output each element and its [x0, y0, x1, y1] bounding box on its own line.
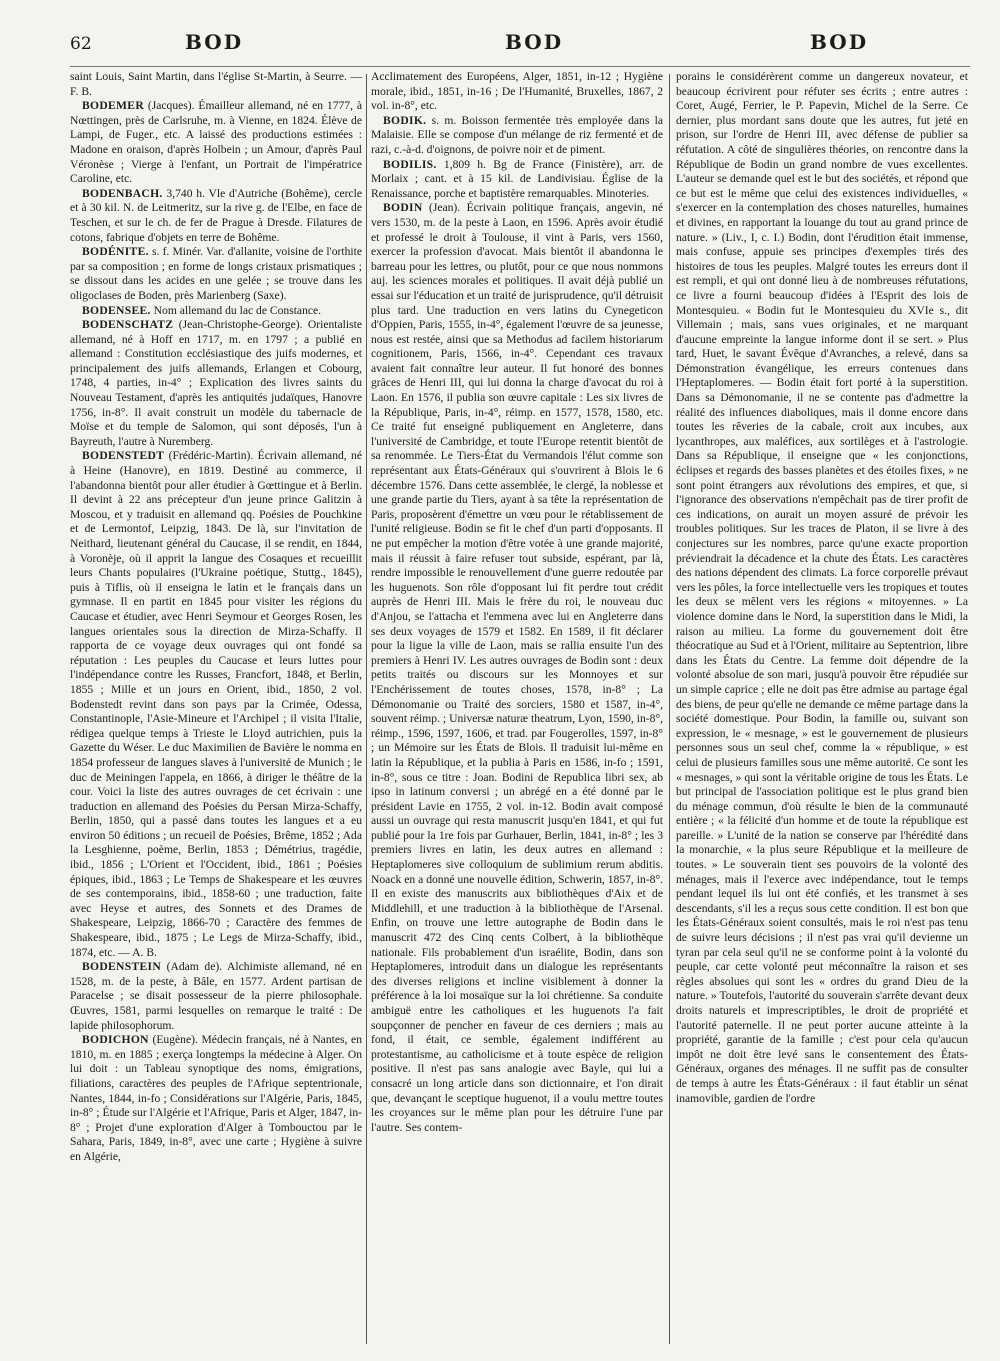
- column-middle: [371, 70, 663, 1350]
- entry-text: saint Louis, Saint Martin, dans l'église St-Martin, à Seurre. — F. B.: [70, 70, 362, 98]
- running-header: [0, 24, 1000, 64]
- dictionary-entry: [676, 70, 968, 1106]
- entry-headword: BODILIS.: [383, 157, 437, 171]
- running-head-center: BOD: [505, 30, 564, 54]
- entry-text: 1,809 h. Bg de France (Finistère), arr. de Morlaix ; cant. et à 15 kil. de Landivisiau. Église de la Renaissance, porche et baptistère remarquables. Minoteries.: [371, 157, 663, 200]
- dictionary-entry: [70, 960, 362, 1033]
- dictionary-entry: [70, 318, 362, 449]
- dictionary-entry: [371, 201, 663, 1135]
- entry-text: (Adam de). Alchimiste allemand, né en 1528, m. de la peste, à Bâle, en 1577. Ardent partisan de Paracelse ; se disait possesseur de la pierre philosophale. Œuvres, 1581, parmi lesquelles on remarque le traité : De lapide philosophorum.: [70, 960, 362, 1032]
- entry-text: (Jean-Christophe-George). Orientaliste allemand, né à Hoff en 1717, m. en 1797 ; a publié en allemand : Constitution ecclésiastique des juifs modernes, et principalement des juifs allemands, Erlangen et Cobourg, 1748, 4 parties, in-4° ; Explication des livres saints du Nouveau Testament, d'après les antiquités judaïques, Hanovre 1756, in-8°. Il avait construit un modèle du tabernacle de Moïse et du temple de Salomon, qui sont déposés, l'un à Bayreuth, l'autre à Nuremberg.: [70, 318, 362, 448]
- dictionary-entry: [70, 245, 362, 303]
- entry-text: (Jean). Écrivain politique français, angevin, né vers 1530, m. de la peste à Laon, en 1596. Après avoir étudié et professé le droit à Toulouse, il vint à Paris, vers 1560, exercer la profession d'avocat. Mais bientôt il abandonna le barreau pour les lettres, ou plutôt, pour ce que nous nommons auj. les sciences morales et politiques. Il avait déjà publié un essai sur l'éducation et un traité de jurisprudence, qu'il détruisit plus tard. Une traduction en vers latins du Cynegeticon d'Oppien, Paris, 1555, in-4°, également l'œuvre de sa jeunesse, nous est restée, ainsi que sa Methodus ad facilem historiarum cognitionem, Paris, 1566, in-4°. Cependant ces travaux avaient fait connaître leur auteur. Il fut honoré des bonnes grâces de Henri III, qui lui donna la charge d'avocat du roi à Laon. En 1576, il publia son œuvre capitale : Les six livres de la République, Paris, in-4°, réimp. en 1577, 1578, 1580, etc. Ce traité fut enseigné publiquement en Angleterre, dans l'université de Cambridge, et toute l'Europe retentit bientôt de sa renommée. Le Tiers-État du Vermandois l'élut comme son représentant aux États-Généraux qui s'ouvrirent à Blois le 6 décembre 1576. Dans cette assemblée, le clergé, la noblesse et une grande partie du Tiers, ayant à sa tête la représentation de Paris, proposèrent d'émettre un vœu pour le rétablissement de l'unité religieuse. Bodin se fit le chef d'un parti d'opposants. Il ne put empêcher la motion d'être votée à une grande majorité, mais il réussit à faire refuser tout subside, espérant, par là, rendre impossible le renouvellement d'une guerre redoutée par les huguenots. Son rôle d'opposant lui fit perdre tout crédit auprès de Henri III. Mais le frère du roi, le nouveau duc d'Anjou, se l'attacha et l'emmena avec lui en Angleterre dans ses deux voyages de 1579 et 1582. En 1589, il fit déclarer pour la ligue la ville de Laon, mais se rallia ensuite l'un des premiers à Henri IV. Les autres ouvrages de Bodin sont : deux petits traités ou discours sur les Monnoyes et sur l'Enchérissement de toutes choses, 1578, in-8° ; La Démonomanie ou Traité des sorciers, 1580 et 1587, in-4°, souvent réimp. ; Universæ naturæ theatrum, Lyon, 1590, in-8°, réimp., 1596, 1597, 1606, et trad. par Fougerolles, 1597, in-8° ; un Mémoire sur les États de Blois. Il traduisit lui-même en latin la République, et la publia à Paris en 1586, in-fo ; 1591, in-8°, sous ce titre : Joan. Bodini de Republica libri sex, ab ipso in latinum conversi ; un abrégé en a été donné par le président Lavie en 1755, 2 vol. in-12. Bodin avait composé aussi un ouvrage qui resta manuscrit jusqu'en 1841, et qui fut publié pour la 1re fois par Gurhauer, Berlin, 1841, in-8° ; les 3 premiers livres en latin, les deux autres en allemand : Heptaplomeres sive colloquium de sublimium rerum abditis. Noack en a donné une nouvelle édition, Schwerin, 1857, in-8°. Il en existe des manuscrits aux bibliothèques d'Aix et de Middlehill, et une traduction à la bibliothèque de l'Arsenal. Enfin, on trouve une lettre autographe de Bodin dans le manuscrit 472 des Cinq cents Colbert, à la bibliothèque nationale. Fils probablement d'un israélite, Bodin, dans son Heptaplomeres, introduit dans un dialogue les représentants des diverses religions et incline visiblement à donner la préférence à la loi mosaïque sur la loi chrétienne. Sa conduite ambiguë entre les catholiques et les huguenots l'a fait soupçonner de pencher en faveur de ces derniers ; mais au fond, il était, ce semble, également indifférent au protestantisme, au catholicisme et à toute espèce de religion positive. Il n'est pas sans analogie avec Bayle, qui lui a consacré un long article dans son dictionnaire, et l'on dirait que, devançant le sceptique huguenot, il a voulu mettre toutes les croyances sur le même plan pour les détruire l'une par l'autre. Ses contem-: [371, 201, 663, 1134]
- entry-text: 3,740 h. Vle d'Autriche (Bohême), cercle et à 30 kil. N. de Leitmeritz, sur la rive g. de l'Elbe, en face de Teschen, et sur le ch. de fer de Prague à Dresde. Filatures de cotons, fabrique d'objets en terre de Bohême.: [70, 186, 362, 244]
- column-left: [70, 70, 362, 1350]
- dictionary-entry: [70, 99, 362, 187]
- column-divider-2: [669, 74, 670, 1344]
- dictionary-entry: [70, 187, 362, 245]
- entry-text: Acclimatement des Européens, Alger, 1851, in-12 ; Hygiène morale, ibid., 1851, in-16 ; De l'Humanité, Bruxelles, 1867, 2 vol. in-8°, etc.: [371, 70, 663, 113]
- column-divider-1: [366, 74, 367, 1344]
- entry-text: (Frédéric-Martin). Écrivain allemand, né à Heine (Hanovre), en 1819. Destiné au commerce, il l'abandonna bientôt pour aller étudier à Gœttingue et à Berlin. Il devint à 22 ans précepteur d'un jeune prince Galitzin à Moscou, et y traduisit en allemand qq. Poésies de Pouchkine et de Lermontof, Leipzig, 1843. De là, sur l'invitation de Neithard, lieutenant général du Caucase, il se rendit, en 1844, à Voronèje, où il apprit la langue des Cosaques et recueillit leurs Chants populaires (l'Ukraine poétique, Stuttg., 1845), puis à Tiflis, où il enseigna le latin et le français dans un gymnase. Il en partit en 1845 pour visiter les régions du Caucase et étudier, avec Henri Seymour et Georges Rosen, les langues orientales sous la direction de Mirza-Schaffy. Il rapporta de ce voyage deux ouvrages qui ont fondé sa réputation : Les peuples du Caucase et leurs luttes pour l'indépendance contre les Russes, Francfort, 1848, et Berlin, 1855 ; Mille et un jours en Orient, ibid., 1850, 2 vol. Bodenstedt revint dans son pays par la Crimée, Odessa, Constantinople, l'Asie-Mineure et l'Archipel ; il visita l'Italie, rédigea quelque temps à Trieste le Lloyd autrichien, puis la Gazette du Wéser. Le duc Maximilien de Bavière le nomma en 1854 professeur de langues slaves à l'université de Munich ; le duc de Meiningen l'appela, en 1866, à diriger le théâtre de la cour. Voici la liste des autres ouvrages de cet écrivain : une traduction en allemand des Poésies du Persan Mirza-Schaffy, Berlin, 1850, qui a passé dans toutes les langues et a eu environ 50 éditions ; un recueil de Poésies, Brême, 1852 ; Ada la Lesghienne, poème, Berlin, 1853 ; Démétrius, tragédie, ibid., 1856 ; L'Orient et l'Occident, ibid., 1861 ; Poésies épiques, ibid., 1863 ; Le Temps de Shakespeare et les œuvres de ses contemporains, ibid., 1858-60 ; une traduction, faite avec Heyse et autres, des Sonnets et des Drames de Shakespeare, Leipzig, 1866-70 ; Caractère des femmes de Shakespeare, ibid., 1875 ; Le Legs de Mirza-Schaffy, ibid., 1874, etc. — A. B.: [70, 449, 362, 959]
- header-rule: [70, 66, 970, 67]
- entry-text: (Eugène). Médecin français, né à Nantes, en 1810, m. en 1885 ; exerça longtemps la médecine à Alger. On lui doit : un Tableau synoptique des noms, émigrations, filiations, caractères des peuples de l'Afrique septentrionale, Nantes, 1844, in-fo ; Considérations sur l'Algérie, Paris, 1845, in-8° ; Étude sur l'Algérie et l'Afrique, Paris et Alger, 1847, in-8° ; Projet d'une exploration d'Alger à Tombouctou par le Sahara, Paris, 1849, in-8°, avec une carte ; Hygiène à suivre en Algérie,: [70, 1033, 362, 1163]
- dictionary-entry: [70, 304, 362, 319]
- entry-text: porains le considérèrent comme un dangereux novateur, et beaucoup écrivirent pour réfuter ses écrits ; entre autres : Coret, Augé, Ferrier, le P. Papevin, Michel de la Serre. Ce dernier, plus mordant sans doute que les autres, fut jeté en prison, sur l'ordre de Henri III, avec défense de publier sa réfutation. A côté de singulières théories, on rencontre dans la République de Bodin un grand nombre de vues excellentes. L'auteur se demande quel est le but des sociétés, et répond que ce but est le même que celui des existences individuelles, « s'exercer en la contemplation des choses naturelles, humaines et divines, en rapportant la louange du tout au grand prince de nature. » (Liv., I, c. I.) Bodin, dont l'érudition était immense, mais confuse, appuie ses principes d'exemples tirés des histoires de tous les peuples. Malgré toutes les erreurs dont il est rempli, et qui ont donné lieu à de nombreuses réfutations, ce livre a fourni beaucoup d'idées à l'Esprit des lois de Montesquieu. « Bodin fut le Montesquieu du XVIe s., dit Villemain ; mais, sans vues originales, et ne marquant d'aucune empreinte la langue informe dont il se sert. » Plus tard, Huet, le savant Évêque d'Avranches, a relevé, dans sa Démonstration évangélique, les erreurs contenues dans l'Heptaplomeres. — Bodin était fort porté à la superstition. Dans sa Démonomanie, il ne se contente pas d'admettre la réalité des influences diaboliques, mais il donne encore dans toutes les rêveries de la cabale, croit aux incubes, aux lycanthropes, aux maléfices, aux sortilèges et à l'astrologie. Dans sa République, il enseigne que « les conjonctions, éclipses et regards des basses planètes et des étoiles fixes, » ne sont point étrangers aux révolutions des empires, et que, si l'ignorance des observations n'empêchait pas de tirer profit de ces indications, on aurait un moyen assuré de prévoir les troubles politiques. Sur les traces de Platon, il se livre à des conjectures sur les nombres, parce qu'une exacte proportion préviendrait la décadence et la chute des États. Les caractères des nations dépendent des climats. La force corporelle prévaut vers les pôles, la force intellectuelle vers les tropiques et toutes les deux se mêlent vers les régions « mitoyennes. » La violence domine dans le Nord, la superstition dans le Midi, la raison au milieu. La forme du gouvernement doit être théocratique au Sud et à l'Orient, militaire au Septentrion, libre dans les États du Centre. La femme doit dépendre de la volonté absolue de son mari, jusqu'à pouvoir être répudiée sur un simple caprice ; elle ne doit pas être admise au partage égal des biens, de peur qu'elle ne demande ce même partage dans la société domestique. Pour Bodin, la famille ou, suivant son expression, le « mesnage, » est le gouvernement de plusieurs personnes sous un seul chef, comme la « république, » est celui de plusieurs familles sous une même autorité. Ce sont les « mesnages, » qui sont la véritable origine de tous les États. Le but principal de l'association politique est le plus grand bien du ménage commun, d'où résulte le bien de la communauté entière ; « la félicité d'un homme et de toute la république est pareille. » L'unité de la nation se conserve par l'hérédité dans la monarchie, « la plus seure République et la meilleure de toutes. » Le souverain tient ses pouvoirs de la volonté des ménages, mais il l'exerce avec indépendance, tout le temps pendant lequel ils lui ont été confiés, et les transmet à ses descendants, s'il les a reçus sous cette condition. Il est bon que les États-Généraux soient consultés, mais le roi n'est pas tenu de suivre leurs décisions ; il n'est pas vrai qu'il devienne un tyran par cela seul qu'il ne se conforme point à la volonté du peuple, car cette volonté peut méconnaître la raison et ses règles absolues qui sont les « ordres du grand Dieu de la nature. » Toutefois, l'autorité du souverain s'arrête devant deux droits naturels et imprescriptibles, le droit de propriété et l'autorité paternelle. Il ne peut porter aucune atteinte à la propriété, garantie de la famille ; c'est pour cela qu'aucun impôt ne doit être levé sans le consentement des États-Généraux, organes des ménages. Il ne suffit pas de consulter de temps à autre les États-Généraux : il faut établir un sénat inamovible, gardien de l'ordre: [676, 70, 968, 1105]
- entry-headword: BODEMER: [82, 99, 145, 113]
- entry-headword: BODÉNITE.: [82, 245, 149, 259]
- dictionary-entry: [371, 158, 663, 202]
- entry-headword: BODIN: [383, 201, 423, 215]
- entry-headword: BODICHON: [82, 1033, 149, 1047]
- dictionary-entry: [70, 449, 362, 960]
- dictionary-entry: [70, 1033, 362, 1164]
- entry-headword: BODENSEE.: [82, 303, 151, 317]
- column-right: [676, 70, 968, 1350]
- running-head-left: BOD: [185, 30, 244, 54]
- entry-headword: BODENBACH.: [82, 186, 163, 200]
- entry-text: (Jacques). Émailleur allemand, né en 1777, à Nœttingen, près de Carlsruhe, m. à Vienne, en 1824. Élève de Lampi, de Fuger., etc. A laissé des productions estimées : Madone en oraison, d'après Holbein ; un Amour, d'après Paul Véronèse ; Vierge à l'enfant, un Portrait de l'impératrice Caroline, etc.: [70, 99, 362, 186]
- entry-headword: BODIK.: [383, 113, 427, 127]
- entry-headword: BODENSCHATZ: [82, 318, 174, 332]
- dictionary-entry: [371, 114, 663, 158]
- entry-text: s. m. Boisson fermentée très employée dans la Malaisie. Elle se compose d'un mélange de riz fermenté et de razi, c.-à-d. d'oignons, de poivre noir et de piment.: [371, 113, 663, 156]
- entry-text: s. f. Minér. Var. d'allanite, voisine de l'orthite par sa composition ; en forme de longs cristaux prismatiques ; se dissout dans les acides en une gelée ; se trouve dans les oligoclases de Boden, près Marienberg (Saxe).: [70, 245, 362, 302]
- running-head-right: BOD: [810, 30, 869, 54]
- dictionary-entry: [70, 70, 362, 99]
- dictionary-entry: [371, 70, 663, 114]
- entry-headword: BODENSTEIN: [82, 960, 162, 974]
- page-number: 62: [70, 34, 92, 54]
- entry-text: Nom allemand du lac de Constance.: [150, 303, 322, 317]
- entry-headword: BODENSTEDT: [82, 449, 165, 463]
